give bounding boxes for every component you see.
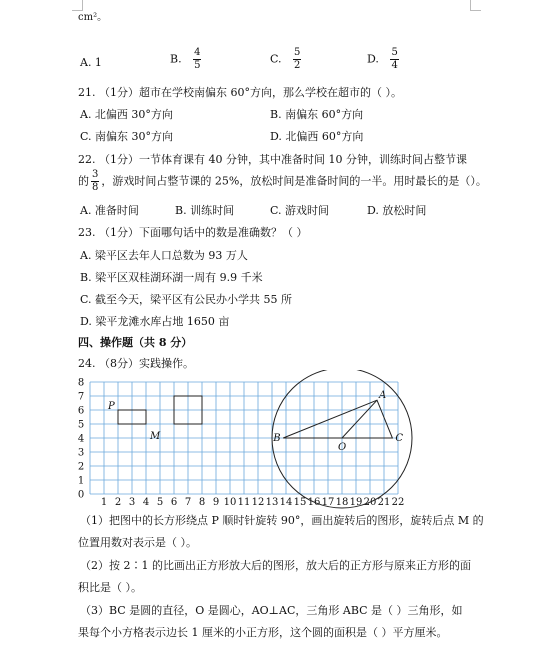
y-tick-label: 3 xyxy=(77,447,85,459)
x-tick-label: 16 xyxy=(307,497,321,508)
q22-option-b: B. 训练时间 xyxy=(175,204,235,217)
q23-stem: 23. （1分）下面哪句话中的数是准确数？（ ） xyxy=(78,226,308,239)
q24-part1-line1: （1）把图中的长方形绕点 P 顺时针旋转 90°，画出旋转后的图形，旋转后点 M 的 xyxy=(80,514,484,527)
x-tick-label: 10 xyxy=(223,497,237,508)
point-label-o: O xyxy=(338,442,347,453)
y-tick-label: 6 xyxy=(77,405,85,417)
fraction-numerator: 4 xyxy=(194,47,201,58)
x-tick-label: 2 xyxy=(114,497,122,508)
grid-shapes xyxy=(107,370,412,508)
fraction-denominator: 8 xyxy=(92,182,99,193)
segment-ao xyxy=(342,400,377,438)
y-tick-label: 8 xyxy=(77,377,85,389)
q22-option-c: C. 游戏时间 xyxy=(270,204,330,217)
q22-stem-prefix: 的 xyxy=(78,174,89,188)
fraction-denominator: 2 xyxy=(294,60,301,71)
x-tick-label: 13 xyxy=(265,497,279,508)
q22-stem-line1: 22. （1分）一节体育课有 40 分钟，其中准备时间 10 分钟，训练时间占整节课 xyxy=(78,153,467,166)
q24-part3-line1: （3）BC 是圆的直径，O 是圆心，AO⊥AC，三角形 ABC 是（ ）三角形，如 xyxy=(80,604,463,617)
q24-part1-line2: 位置用数对表示是（ ）。 xyxy=(78,536,197,549)
unit-text: cm²。 xyxy=(78,12,108,23)
q22-option-a: A. 准备时间 xyxy=(80,204,139,217)
q20-option-b-label: B. xyxy=(170,52,182,66)
fraction-numerator: 5 xyxy=(294,47,301,58)
x-tick-label: 5 xyxy=(156,497,164,508)
x-tick-label: 6 xyxy=(170,497,178,508)
y-tick-label: 4 xyxy=(77,433,85,445)
q21-option-c: C. 南偏东 30°方向 xyxy=(80,130,174,143)
q20-option-c-fraction xyxy=(293,48,301,71)
q24-part2-line1: （2）按 2∶1 的比画出正方形放大后的图形，放大后的正方形与原来正方形的面 xyxy=(80,559,471,572)
y-tick-label: 7 xyxy=(77,391,85,403)
q20-option-b-fraction xyxy=(193,48,201,71)
q24-part3-line2: 果每个小方格表示边长 1 厘米的小正方形，这个圆的面积是（ ）平方厘米。 xyxy=(78,626,448,639)
fraction-numerator: 3 xyxy=(92,169,99,180)
x-tick-label: 22 xyxy=(391,497,405,508)
q20-option-d-fraction xyxy=(390,48,398,71)
q23-option-a: A. 梁平区去年人口总数为 93 万人 xyxy=(80,249,248,262)
x-tick-label: 9 xyxy=(212,497,220,508)
q20-option-d-label: D. xyxy=(367,52,379,66)
fraction-denominator: 4 xyxy=(391,60,398,71)
triangle-abc xyxy=(283,400,392,438)
x-tick-label: 4 xyxy=(142,497,150,508)
x-tick-label: 7 xyxy=(184,497,192,508)
x-tick-label: 3 xyxy=(128,497,136,508)
q23-option-b: B. 梁平区双桂湖环湖一周有 9.9 千米 xyxy=(80,271,263,284)
point-label-m: M xyxy=(150,431,161,442)
q23-option-d: D. 梁平龙滩水库占地 1650 亩 xyxy=(80,315,230,328)
y-tick-label: 1 xyxy=(77,475,85,487)
q20-option-b xyxy=(170,48,203,71)
x-tick-label: 18 xyxy=(335,497,349,508)
q20-option-c-label: C. xyxy=(270,52,282,66)
coordinate-grid-figure xyxy=(68,370,428,510)
x-tick-label: 14 xyxy=(279,497,293,508)
q20-option-c xyxy=(270,48,303,71)
point-label-p: P xyxy=(108,401,115,412)
page-corner-mark xyxy=(470,0,481,11)
x-tick-label: 20 xyxy=(363,497,377,508)
section-heading: 四、操作题（共 8 分） xyxy=(78,336,193,349)
q22-stem-rest: ，游戏时间占整节课的 25%，放松时间是准备时间的一半。用时最长的是（）。 xyxy=(101,174,487,188)
q21-option-a: A. 北偏西 30°方向 xyxy=(80,108,173,121)
q20-option-a: A. 1 xyxy=(80,56,102,69)
q22-option-d: D. 放松时间 xyxy=(367,204,427,217)
q21-option-b: B. 南偏东 60°方向 xyxy=(270,108,364,121)
fraction-denominator: 5 xyxy=(194,60,201,71)
q22-stem-line2 xyxy=(78,170,487,193)
y-tick-label: 0 xyxy=(77,489,85,501)
x-tick-label: 21 xyxy=(377,497,391,508)
x-tick-label: 11 xyxy=(237,497,251,508)
x-tick-label: 8 xyxy=(198,497,206,508)
q20-option-d xyxy=(367,48,401,71)
q22-fraction xyxy=(91,170,99,193)
y-tick-label: 2 xyxy=(77,461,85,473)
q21-stem: 21. （1分）超市在学校南偏东 60°方向，那么学校在超市的（ ）。 xyxy=(78,86,402,99)
point-label-a: A xyxy=(379,390,387,402)
q21-option-d: D. 北偏西 60°方向 xyxy=(270,130,364,143)
grid-tick-labels xyxy=(78,378,405,509)
x-tick-label: 15 xyxy=(293,497,307,508)
y-tick-label: 5 xyxy=(77,419,85,431)
x-tick-label: 19 xyxy=(349,497,363,508)
x-tick-label: 12 xyxy=(251,497,265,508)
x-tick-label: 17 xyxy=(321,497,335,508)
q24-stem: 24. （8分）实践操作。 xyxy=(78,357,194,370)
point-label-b: B xyxy=(273,433,281,444)
x-tick-label: 1 xyxy=(100,497,108,508)
q24-part2-line2: 积比是（ ）。 xyxy=(78,581,142,594)
fraction-numerator: 5 xyxy=(391,47,398,58)
q23-option-c: C. 截至今天，梁平区有公民办小学共 55 所 xyxy=(80,293,293,306)
point-label-c: C xyxy=(395,433,404,444)
